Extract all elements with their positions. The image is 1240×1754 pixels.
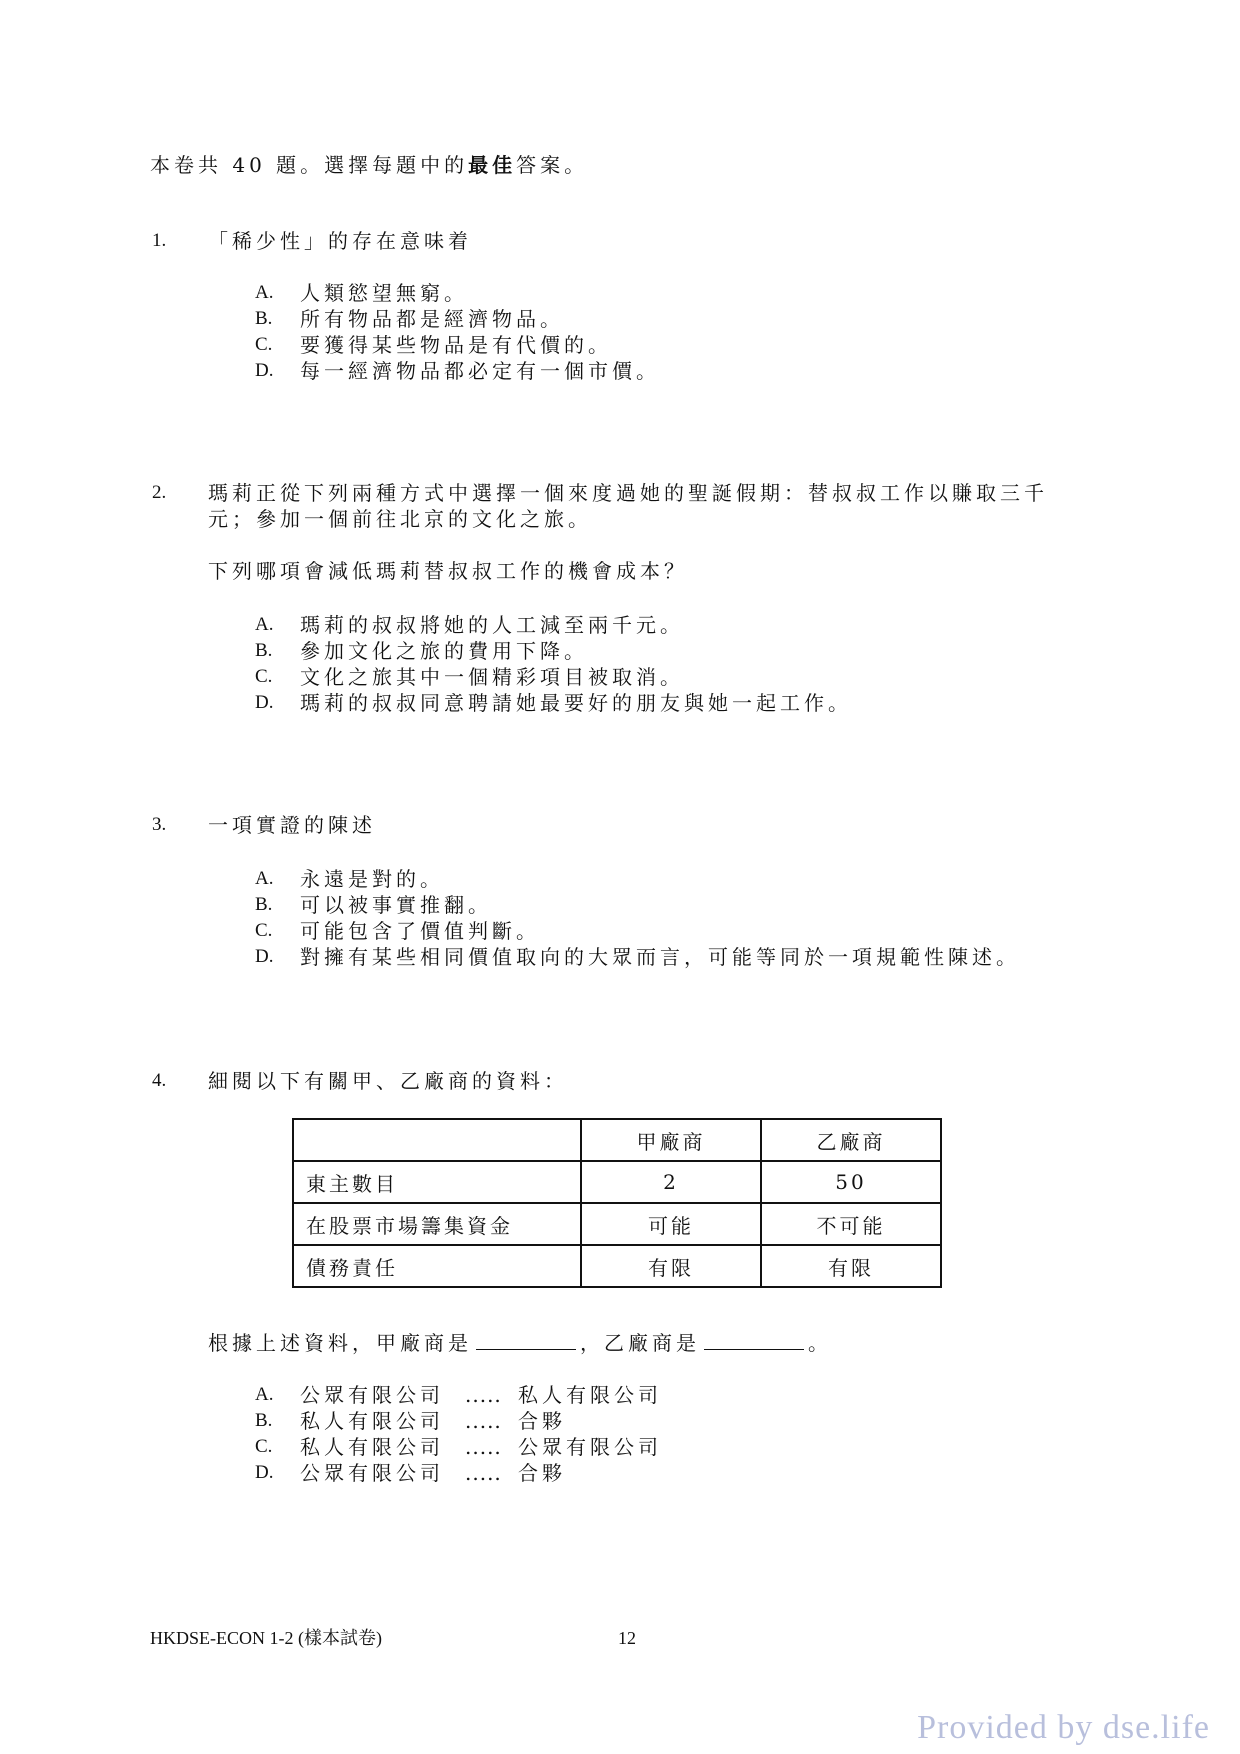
- watermark-text: Provided by dse.life: [917, 1709, 1210, 1746]
- q1-option-c-letter: C.: [255, 334, 273, 355]
- table-cell: 50: [761, 1161, 941, 1203]
- table-cell: 可能: [581, 1203, 761, 1245]
- q4-option-d-left: 公眾有限公司: [300, 1461, 444, 1485]
- q2-option-d-letter: D.: [255, 692, 274, 713]
- table-header-blank: [293, 1119, 581, 1161]
- table-cell-label: 在股票市場籌集資金: [293, 1203, 581, 1245]
- q2-option-d-text: 瑪莉的叔叔同意聘請她最要好的朋友與她一起工作。: [300, 691, 852, 715]
- q1-option-d-text: 每一經濟物品都必定有一個市價。: [300, 359, 660, 383]
- q4-option-a-letter: A.: [255, 1384, 274, 1405]
- table-row: [293, 1161, 941, 1203]
- q4-option-c-left: 私人有限公司: [300, 1435, 444, 1459]
- question-2-stem-line-1: 瑪莉正從下列兩種方式中選擇一個來度過她的聖誕假期：替叔叔工作以賺取三千: [208, 481, 1048, 505]
- table-header-row: [293, 1119, 941, 1161]
- q4-option-b-letter: B.: [255, 1410, 273, 1431]
- question-1-number: 1.: [152, 230, 167, 251]
- answer-blank-2: [704, 1331, 804, 1350]
- q3-option-c-letter: C.: [255, 920, 273, 941]
- q4-option-d-right: 合夥: [518, 1461, 566, 1485]
- q4-option-c-right: 公眾有限公司: [518, 1435, 662, 1459]
- q1-option-d-letter: D.: [255, 360, 274, 381]
- q4-option-c-letter: C.: [255, 1436, 273, 1457]
- question-4-question: [208, 1330, 832, 1356]
- table-cell-label: 東主數目: [293, 1161, 581, 1203]
- answer-blank-1: [476, 1331, 576, 1350]
- table-row: [293, 1245, 941, 1287]
- table-cell: 有限: [761, 1245, 941, 1287]
- q1-option-b-letter: B.: [255, 308, 273, 329]
- q4-question-part-1: 根據上述資料，甲廠商是: [208, 1331, 472, 1355]
- q4-option-c-dots: .....: [465, 1435, 502, 1459]
- q4-question-part-2: ，乙廠商是: [580, 1331, 700, 1355]
- q1-option-c-text: 要獲得某些物品是有代價的。: [300, 333, 612, 357]
- question-1-stem: 「稀少性」的存在意味着: [208, 229, 472, 253]
- q4-option-a-right: 私人有限公司: [518, 1383, 662, 1407]
- q3-option-a-text: 永遠是對的。: [300, 867, 444, 891]
- instruction-line: [150, 152, 588, 178]
- table-cell: 不可能: [761, 1203, 941, 1245]
- q2-option-c-text: 文化之旅其中一個精彩項目被取消。: [300, 665, 684, 689]
- table-header-firm-a: 甲廠商: [581, 1119, 761, 1161]
- q4-option-b-right: 合夥: [518, 1409, 566, 1433]
- q4-option-a-left: 公眾有限公司: [300, 1383, 444, 1407]
- instruction-before: 本卷共 40 題。選擇每題中的: [150, 153, 469, 177]
- question-2-question: 下列哪項會減低瑪莉替叔叔工作的機會成本？: [208, 559, 688, 583]
- q4-option-b-left: 私人有限公司: [300, 1409, 444, 1433]
- instruction-bold: 最佳: [468, 153, 517, 177]
- q4-option-d-dots: .....: [465, 1461, 502, 1485]
- question-2-stem-line-2: 元；參加一個前往北京的文化之旅。: [208, 507, 592, 531]
- q4-option-a-dots: .....: [465, 1383, 502, 1407]
- q3-option-d-text: 對擁有某些相同價值取向的大眾而言，可能等同於一項規範性陳述。: [300, 945, 1020, 969]
- q3-option-a-letter: A.: [255, 868, 274, 889]
- q4-option-b-dots: .....: [465, 1409, 502, 1433]
- q3-option-c-text: 可能包含了價值判斷。: [300, 919, 540, 943]
- q2-option-a-letter: A.: [255, 614, 274, 635]
- question-2-number: 2.: [152, 482, 167, 503]
- q4-option-d-letter: D.: [255, 1462, 274, 1483]
- table-header-firm-b: 乙廠商: [761, 1119, 941, 1161]
- instruction-after: 答案。: [516, 153, 589, 177]
- q3-option-d-letter: D.: [255, 946, 274, 967]
- footer-page-number: 12: [618, 1628, 636, 1648]
- table-cell: 有限: [581, 1245, 761, 1287]
- q1-option-b-text: 所有物品都是經濟物品。: [300, 307, 564, 331]
- question-3-stem: 一項實證的陳述: [208, 813, 376, 837]
- q3-option-b-letter: B.: [255, 894, 273, 915]
- table-row: [293, 1203, 941, 1245]
- table-cell-label: 債務責任: [293, 1245, 581, 1287]
- question-4-number: 4.: [152, 1070, 167, 1091]
- q2-option-b-text: 參加文化之旅的費用下降。: [300, 639, 588, 663]
- firm-info-table: [292, 1118, 942, 1288]
- q1-option-a-text: 人類慾望無窮。: [300, 281, 468, 305]
- question-3-number: 3.: [152, 814, 167, 835]
- q3-option-b-text: 可以被事實推翻。: [300, 893, 492, 917]
- q2-option-c-letter: C.: [255, 666, 273, 687]
- question-4-stem: 細閱以下有關甲、乙廠商的資料：: [208, 1069, 568, 1093]
- footer-exam-code: HKDSE-ECON 1-2 (樣本試卷): [150, 1628, 382, 1648]
- q2-option-b-letter: B.: [255, 640, 273, 661]
- q2-option-a-text: 瑪莉的叔叔將她的人工減至兩千元。: [300, 613, 684, 637]
- q1-option-a-letter: A.: [255, 282, 274, 303]
- table-cell: 2: [581, 1161, 761, 1203]
- q4-question-part-3: 。: [808, 1331, 832, 1355]
